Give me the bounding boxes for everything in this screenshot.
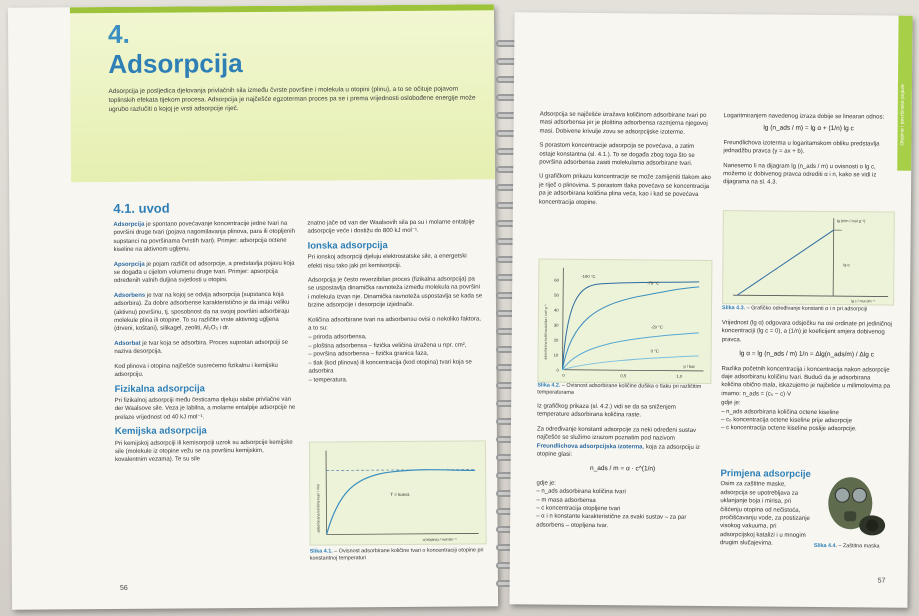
chapter-number: 4. bbox=[107, 18, 130, 50]
figure-4-1 bbox=[309, 440, 487, 545]
factors-intro: Količina adsorbirane tvari na adsorbensu ovisi o nekoliko faktora, a to su: bbox=[308, 316, 481, 332]
side-tab: Otopine i površinske pojave bbox=[897, 16, 912, 171]
left-page bbox=[8, 4, 498, 609]
paragraph-types: Kod plinova i otopina najčešće susrećemo fizikalnu i kemijsku adsorpciju. bbox=[114, 362, 278, 379]
freundlich-formula: n_ads / m = α · c^(1/n) bbox=[590, 465, 656, 473]
right-column-1-lower bbox=[536, 402, 709, 531]
y-axis-label: adsorbirana količina tvari / mol bbox=[316, 483, 321, 533]
section-title: 4.1. uvod bbox=[113, 200, 170, 216]
x-tick: 0 bbox=[562, 372, 565, 378]
factor-item: – ploština adsorbensa – fizička veličina izražena u npr. cm², bbox=[308, 342, 467, 350]
figure-4-2 bbox=[537, 258, 712, 384]
mask-eyepiece-right bbox=[852, 488, 866, 502]
y-tick: 10 bbox=[553, 352, 559, 358]
definition-item: – m masa adsorbensa bbox=[536, 497, 596, 504]
alpha-formula: lg α = lg (n_ads / m) 1/n = Δlg(n_ads/m) / Δlg c bbox=[739, 350, 874, 359]
mask-valve bbox=[844, 511, 856, 521]
log-intro: Logaritmiranjem navedenog izraza dobije se linearan odnos: bbox=[723, 113, 885, 121]
y-tick: 20 bbox=[553, 337, 559, 343]
paragraph-adsorbens: Adsorbens je tvar na kojoj se odvija adsorpcija (supstanca koja adsorbira). Za dobre adsorbense karakteristično je da imaju veliku (aktivnu) površinu, tj. sposobnost da na svojoj površini adsorbiraju molekule plina ili otopine. To su različite vrste aktivnog ugljena (drveni, koštani), silikagel, zeoliti, Al₂O₃ i dr. bbox=[113, 291, 290, 333]
fizikalna-title: Fizikalna adsorpcija bbox=[114, 382, 205, 395]
isotherm-text: Adsorpcija se najčešće izražava količinom adsorbirane tvari po masi adsorbensa jer je ploština adsorbensa razmjerna njegovoj masi. Dobivene krivulje zovu se adsorpcijske izoterme. bbox=[539, 111, 708, 136]
y-axis-label: adsorbirana količina dušika / cm³ g⁻¹ bbox=[543, 304, 549, 360]
chapter-title: Adsorpcija bbox=[108, 48, 243, 80]
figure-4-2-plot bbox=[538, 260, 711, 383]
regression-line bbox=[737, 229, 834, 296]
series-label: 0 °C bbox=[650, 348, 659, 354]
factor-item: – površina adsorbensa – fizička granica faza, bbox=[308, 351, 429, 358]
temperature-text: Iz grafičkog prikaza (sl. 4.2.) vidi se da sa sniženjem temperature adsorbirana količina raste. bbox=[537, 403, 676, 419]
figure-4-1-plot bbox=[310, 441, 486, 544]
y-axis-label: lg (n/m / mol g⁻¹) bbox=[836, 219, 866, 224]
paragraph-adsorpcija: Adsorpcija je spontano povećavanje koncentracije jedne tvari na površini druge tvari (pojava nagomilavanja plinova, para ili otopljenih supstanci na površinama čvrstih tvari). Primjer: adsorpcija octene kiseline na aktivnom ugljenu. bbox=[113, 220, 295, 254]
where-label: gdje je: bbox=[536, 480, 556, 487]
x-tick: 1,0 bbox=[676, 373, 683, 379]
y-axis bbox=[326, 450, 327, 534]
left-column-2 bbox=[307, 218, 483, 384]
definition-item: – c koncentracija otopljene tvari bbox=[536, 505, 621, 513]
difference-text: Razlika početnih koncentracija i koncentracija nakon adsorpcije daje adsorbiranu količinu tvari. Budući da je adsorbirana količina obično mala, iskazujemo je najčešće u milimolovima pa imamo: n_ads = (c₀ − c)·V bbox=[721, 365, 891, 398]
series-0C bbox=[562, 355, 698, 371]
left-column-1 bbox=[113, 220, 297, 471]
figure-4-2-caption: Slika 4.2. – Ovisnost adsorbirane količine dušika o tlaku pri različitim temperaturama bbox=[537, 382, 702, 396]
y-tick: 30 bbox=[553, 322, 559, 328]
primjena-title: Primjena adsorpcije bbox=[720, 468, 811, 480]
x-tick-labels bbox=[562, 373, 683, 379]
fizikalna-text: Pri fizikalnoj adsorpciji među česticama djeluju slabe privlačne van der Waalsove sile. Veza je labilna, a molarne entalpije adsorpcije ne prelaze vrijednost od 40 kJ mol⁻¹. bbox=[114, 396, 296, 421]
reversible-text: Adsorpcija je često reverzibilan proces (fizikalna adsorpcija) pa se uspostavlja dinamička ravnoteža između molekula na površini i molekula izvan nje. Dinamička ravnoteža uspostavlja se kada se brzine adsorpcije i desorpcije izjednače. bbox=[307, 276, 483, 309]
factor-item: – tlak (kod plinova) ili koncentracija (kod otopina) tvari koja se adsorbira bbox=[308, 359, 472, 375]
factor-item: – priroda adsorbensa, bbox=[308, 334, 367, 342]
definition-item: – n_ads adsorbirana količina tvari bbox=[536, 488, 626, 496]
saturation-text: S porastom koncentracije adsorpcija se povećava, a zatim ostaje konstantna (sl. 4.1.). To se događa zbog toga što se površina adsorbensa zasiti molekulama adsorbirane tvari. bbox=[539, 142, 695, 167]
right-column-2 bbox=[723, 112, 894, 194]
diagram-text: Nanesemo li na dijagram lg (n_ads / m) u ovisnosti o lg c, možemo iz dobivenog pravca odrediti α i n, kako se vidi iz dijagrama na sl. 4.3. bbox=[723, 162, 877, 187]
y-tick: 60 bbox=[554, 277, 559, 283]
series-label: -78 °C bbox=[647, 280, 660, 286]
pressure-text: U grafičkom prikazu koncentracije se može zamijeniti tlakom ako je riječ o plinovima. S porastom tlaka povećava se koncentracija pa je adsorbirana količina plina veća, kao i kad se povećava koncentracija otopine. bbox=[538, 173, 711, 206]
paragraph-apsorpcija: Apsorpcija je pojam različit od adsorpcije, a predstavlja pojavu koja se događa u cijelom volumenu druge tvari. Primjer: apsorpcija određenih valnih duljina svjetlosti u otopini. bbox=[113, 260, 295, 285]
y-tick: 40 bbox=[553, 307, 559, 313]
col2-top: znatno jače od van der Waalsovih sila pa su i molarne entalpije adsorpcije veće i dostižu do 800 kJ mol⁻¹. bbox=[307, 219, 475, 236]
x-axis bbox=[327, 533, 479, 534]
y-tick: 0 bbox=[556, 367, 559, 373]
x-axis-label: c(otopina) / mol dm⁻³ bbox=[422, 537, 457, 542]
figure-4-3-caption: Slika 4.3. – Grafičko određivanje konstanti α i n pri adsorpciji bbox=[721, 305, 868, 313]
x-axis bbox=[562, 370, 703, 371]
series-78C bbox=[562, 286, 699, 371]
series-190C bbox=[562, 281, 699, 371]
x-axis-label: lg c / mol dm⁻³ bbox=[851, 299, 875, 304]
application-section bbox=[720, 464, 813, 554]
definition-item: – α i n konstante karakteristične za svaki sustav – za par adsorbens – otopljena tvar. bbox=[536, 513, 687, 529]
figure-4-3-plot bbox=[723, 211, 894, 304]
kemijska-text: Pri kemijskoj adsorpciji ili kemisorpciji uzrok su adsorpcije kemijske sile (molekule iz otopine vežu se na površinu kemijskim, kovalentnim vezama). Te su sile bbox=[114, 439, 293, 464]
paragraph-adsorbat: Adsorbat je tvar koja se adsorbira. Proces suprotan adsorpciji se naziva desorpcija. bbox=[114, 339, 289, 356]
right-column-2-lower bbox=[721, 319, 892, 434]
y-tick: 50 bbox=[554, 292, 559, 298]
definition-item: – c₀ koncentracija octene kiseline prije adsorpcije bbox=[721, 417, 852, 425]
x-axis-label: p / bar bbox=[683, 363, 695, 369]
figure-4-3 bbox=[722, 210, 895, 305]
curve-label: T = konst. bbox=[390, 491, 411, 498]
series-label: -190 °C bbox=[581, 273, 596, 279]
definition-item: – c koncentracija octene kiseline poslije adsorpcije. bbox=[720, 425, 857, 433]
where-label-2: gdje je: bbox=[721, 400, 741, 407]
log-formula: lg (n_ads / m) = lg α + (1/n) lg c bbox=[763, 124, 854, 133]
ionska-title: Ionska adsorpcija bbox=[307, 239, 388, 252]
chapter-intro: Adsorpcija je posljedica djelovanja privlačnih sila između čvrste površine i molekula u otopini (plinu), a to se očituje pojavom toplinskih efekata tijekom procesa. Adsorpcija je najčešće egzoterman proces pa se i prema vrijednosti oslobođene energije može ugrubo razlučiti o kojoj je vrsti adsorpcije riječ. bbox=[108, 85, 476, 114]
intercept-label: lg α bbox=[843, 263, 850, 268]
isotherm-curve bbox=[326, 469, 475, 534]
gas-mask-image bbox=[816, 473, 891, 540]
page-number-left: 56 bbox=[119, 584, 128, 592]
figure-4-4 bbox=[816, 473, 891, 540]
intercept-text: Vrijednost (lg α) odgovara odsječku na osi ordinate pri jediničnoj koncentraciji (lg c = 0), a (1/n) je koeficijent smjera dobivenog pravca. bbox=[721, 320, 892, 344]
x-axis bbox=[733, 295, 888, 296]
mask-eyepiece-left bbox=[835, 488, 849, 502]
primjena-text: Osim za zaštitne maske, adsorpcija se upotrebljava za uklanjanje boja i mirisa, pri čišćenju otopina od nečistoća, pročišćavanju vode, za postizanje visokog vakuuma, pri adsorpcijskoj katalizi i u mnogim drugim slučajevima. bbox=[719, 481, 810, 547]
series-label: -29 °C bbox=[650, 324, 663, 330]
factor-item: – temperatura. bbox=[308, 376, 348, 384]
figure-4-1-caption: Slika 4.1. – Ovisnost adsorbirane količine tvari o koncentraciji otopine pri konstantnoj temperaturi bbox=[309, 547, 484, 562]
line-equation-text: Freundlichova izoterma u logaritamskom obliku predstavlja jednadžbu pravca (y = ax + b). bbox=[723, 139, 880, 156]
ionska-text: Pri ionskoj adsorpciji djeluju elektrostatske sile, a energetski efekti nisu tako jaki pri kemisorpciji. bbox=[307, 253, 467, 270]
right-page bbox=[509, 12, 912, 607]
definition-item: – n_ads adsorbirana količina octene kiseline bbox=[721, 408, 839, 416]
page-number-right: 57 bbox=[877, 577, 886, 585]
y-tick-labels bbox=[553, 278, 560, 373]
kemijska-title: Kemijska adsorpcija bbox=[114, 425, 207, 438]
right-column-1 bbox=[539, 110, 712, 214]
figure-4-4-caption: Slika 4.4. – Zaštitna maska bbox=[813, 542, 880, 550]
x-tick: 0,5 bbox=[620, 373, 627, 379]
freundlich-intro: Za određivanje konstanti adsorpcije za neki određeni sustav najčešće se služimo izrazom poznatim pod nazivom Freundlichova adsorpcijska izoterma, koja za adsorpciju iz otopine glasi: bbox=[536, 426, 700, 458]
